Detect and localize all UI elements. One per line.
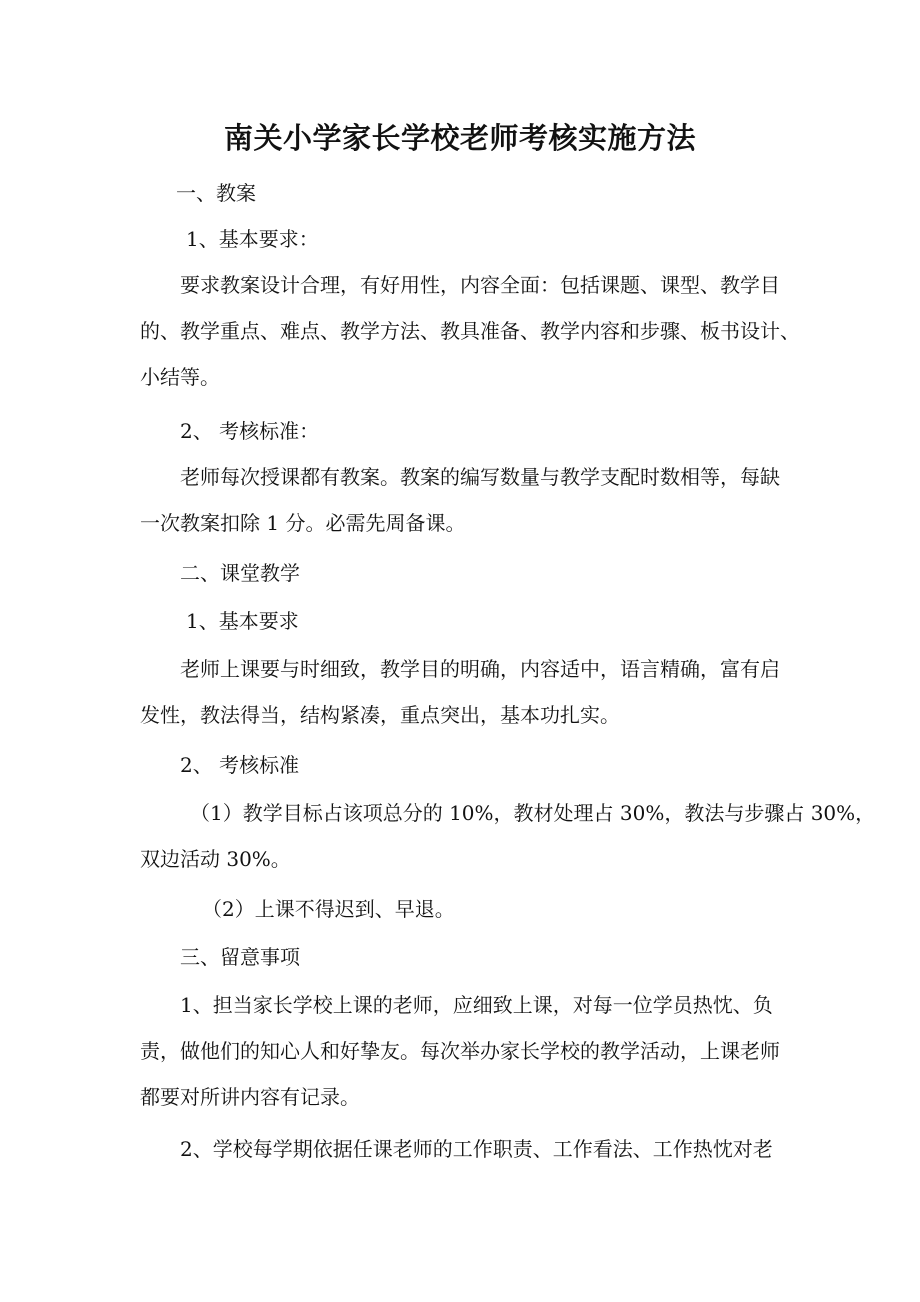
paragraph-line: 1、担当家长学校上课的老师，应细致上课，对每一位学员热忱、负 (180, 993, 773, 1017)
subheading-2-2: 2、 考核标准 (180, 753, 300, 777)
document-title: 南关小学家长学校老师考核实施方法 (223, 121, 696, 155)
paragraph-1-2 (140, 454, 790, 546)
paragraph-line: 老师每次授课都有教案。教案的编写数量与教学支配时数相等，每缺 (180, 465, 780, 489)
paragraph-line: 2、学校每学期依据任课老师的工作职责、工作看法、工作热忱对老 (180, 1137, 773, 1161)
paragraph-line: 小结等。 (140, 365, 220, 389)
paragraph-2-1 (140, 646, 790, 738)
section-heading-2: 二、课堂教学 (180, 561, 300, 585)
paragraph-line: 都要对所讲内容有记录。 (140, 1085, 360, 1109)
subheading-1-2: 2、 考核标准： (180, 419, 320, 443)
paragraph-2-2-item-2: （2）上课不得迟到、早退。 (202, 897, 455, 921)
paragraph-3-item-1 (140, 982, 790, 1120)
paragraph-line: 双边活动 30%。 (140, 847, 291, 871)
section-heading-1: 一、教案 (176, 181, 256, 205)
paragraph-line: 的、教学重点、难点、教学方法、教具准备、教学内容和步骤、板书设计、 (140, 319, 800, 343)
paragraph-3-item-2 (140, 1126, 790, 1172)
paragraph-2-2-item-1 (140, 790, 876, 882)
paragraph-line: 一次教案扣除 1 分。必需先周备课。 (140, 511, 466, 535)
subheading-1-1: 1、基本要求： (186, 227, 319, 251)
paragraph-line: 老师上课要与时细致，教学目的明确，内容适中，语言精确，富有启 (180, 657, 780, 681)
section-heading-3: 三、留意事项 (180, 945, 300, 969)
paragraph-line: 责，做他们的知心人和好挚友。每次举办家长学校的教学活动，上课老师 (140, 1039, 780, 1063)
paragraph-line: 要求教案设计合理，有好用性，内容全面：包括课题、课型、教学目 (180, 273, 780, 297)
subheading-2-1: 1、基本要求 (186, 609, 299, 633)
paragraph-line: 发性，教法得当，结构紧凑，重点突出，基本功扎实。 (140, 703, 620, 727)
paragraph-line: （1）教学目标占该项总分的 10%，教材处理占 30%，教法与步骤占 30%， (190, 801, 876, 825)
paragraph-1-1 (140, 262, 800, 400)
